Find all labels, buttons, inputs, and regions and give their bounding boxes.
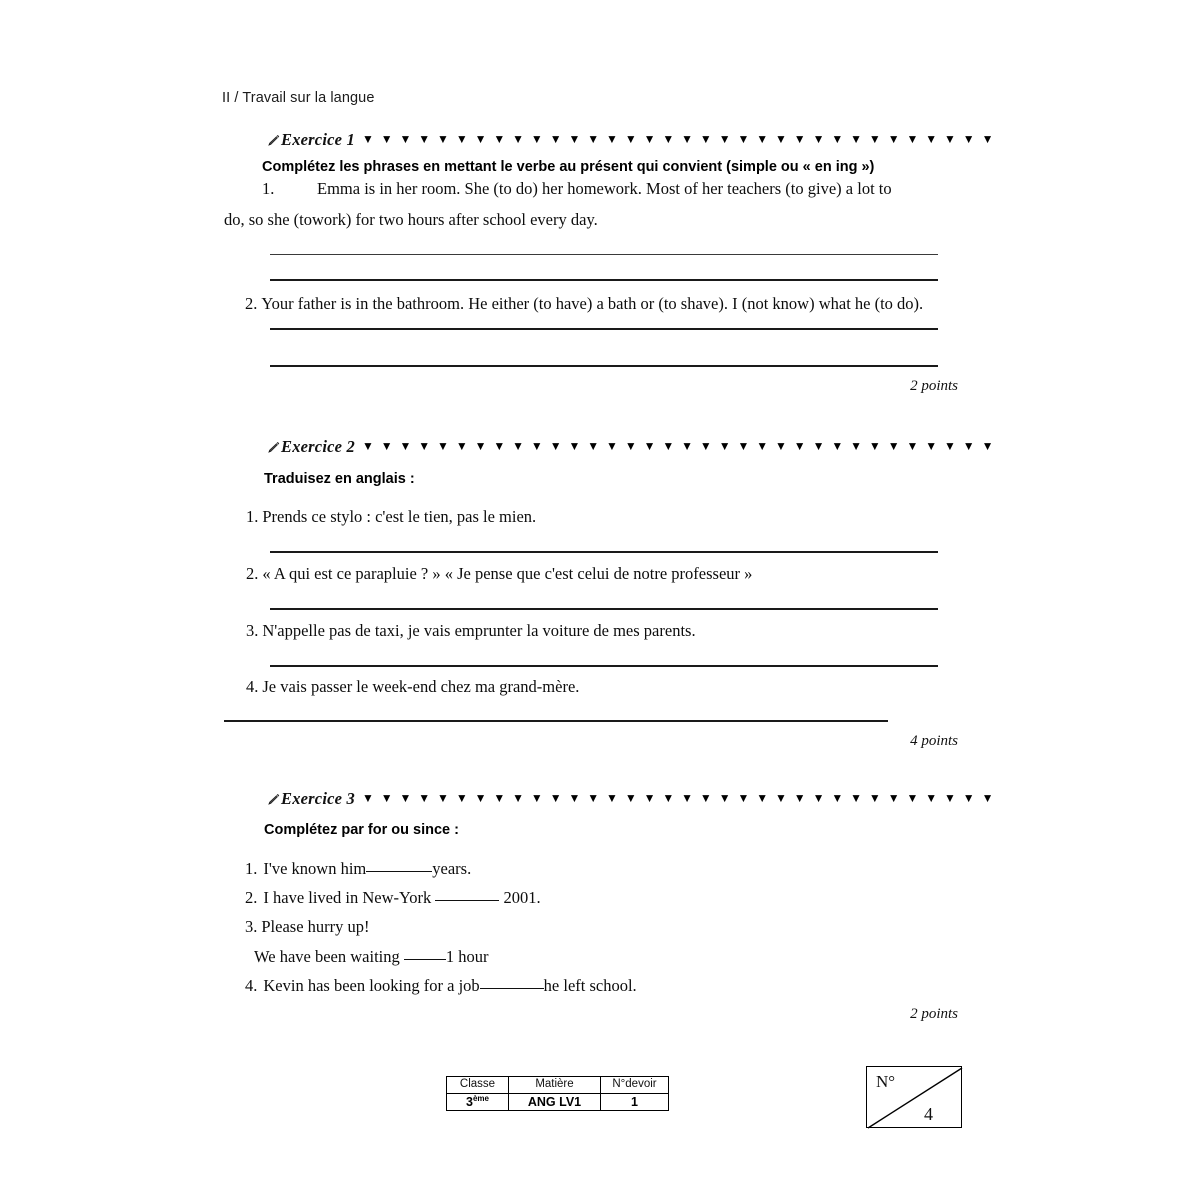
table-header-row [447,1077,669,1094]
answer-line[interactable] [270,608,938,610]
exercise-1-item-1-cont [224,210,598,230]
pencil-icon [266,793,280,807]
item-number: 2. [245,888,258,907]
answer-line[interactable] [224,720,888,722]
pencil-icon [266,134,280,148]
exercise-2-item-1 [246,507,536,527]
item-text: « A qui est ce parapluie ? » « Je pense que c'est celui de notre professeur » [262,564,753,583]
exercise-2-banner [266,437,1000,457]
exercise-1-points: 2 points [910,378,958,394]
item-text: Your father is in the bathroom. He either (to have) a bath or (to shave). I (not know) what he (to do). [261,294,924,313]
item-number: 2. [246,564,259,583]
item-text: Emma is in her room. She (to do) her homework. Most of her teachers (to give) a lot to [317,179,892,198]
triangle-divider: ▼▼▼▼▼▼▼▼▼▼▼▼▼▼▼▼▼▼▼▼▼▼▼▼▼▼▼▼▼▼▼▼▼▼ [361,439,1001,453]
item-number: 1. [245,859,258,878]
pencil-icon [266,441,280,455]
exercise-3-banner [266,789,1000,809]
exercise-3-item-3-cont [254,947,489,967]
exercise-3-item-1 [245,859,471,879]
fill-in-blank[interactable] [435,900,499,901]
page-title: II / Travail sur la langue [222,90,375,106]
answer-line[interactable] [270,665,938,667]
page-number-label: N° [876,1072,896,1091]
answer-line[interactable] [270,328,938,330]
item-number: 1. [262,179,275,198]
item-number: 3. [245,917,258,936]
exercise-1-banner [266,130,1000,150]
exercise-3-item-2 [245,888,541,908]
item-number: 3. [246,621,259,640]
exercise-2-item-3 [246,621,696,641]
item-number: 4. [246,677,259,696]
fill-in-blank[interactable] [480,988,544,989]
item-text: years. [432,859,472,878]
item-text: N'appelle pas de taxi, je vais emprunter la voiture de mes parents. [262,621,696,640]
item-text: We have been waiting [254,947,404,966]
exercise-3-instruction: Complétez par for ou since : [264,822,459,838]
item-text: Kevin has been looking for a job [263,976,480,995]
exercise-1-instruction: Complétez les phrases en mettant le verbe au présent qui convient (simple ou « en ing ») [262,159,875,175]
item-text: I have lived in New-York [263,888,436,907]
answer-line[interactable] [270,279,938,281]
footer-info-table [446,1076,669,1111]
item-text: I've known him [263,859,367,878]
triangle-divider: ▼▼▼▼▼▼▼▼▼▼▼▼▼▼▼▼▼▼▼▼▼▼▼▼▼▼▼▼▼▼▼▼▼▼ [361,791,1001,805]
class-base: 3 [466,1095,473,1110]
exercise-3-item-3 [245,917,370,937]
table-row [447,1094,669,1111]
item-text: 2001. [499,888,541,907]
item-number: 2. [245,294,258,313]
fill-in-blank[interactable] [404,959,446,960]
exercise-2-item-2 [246,564,752,584]
exercise-3-label: Exercice 3 [281,789,355,808]
item-text: 1 hour [445,947,489,966]
value-classe [447,1094,509,1111]
exercise-3-points: 2 points [910,1006,958,1022]
item-text: Please hurry up! [261,917,370,936]
item-number: 1. [246,507,259,526]
item-text: Je vais passer le week-end chez ma grand-mère. [262,677,580,696]
class-suffix: ème [472,1094,489,1104]
exercise-2-label: Exercice 2 [281,437,355,456]
item-number: 4. [245,976,258,995]
exercise-1-item-2 [245,294,923,314]
page-number-box [866,1066,962,1128]
item-text: do, so she (towork) for two hours after school every day. [224,210,598,229]
header-numero-devoir: N°devoir [601,1077,669,1094]
exercise-3-item-4 [245,976,637,996]
page-number-value: 4 [924,1104,933,1124]
exercise-2-item-4 [246,677,579,697]
fill-in-blank[interactable] [366,871,432,872]
value-matiere: ANG LV1 [509,1094,601,1111]
answer-line[interactable] [270,254,938,255]
answer-line[interactable] [270,551,938,553]
answer-line[interactable] [270,365,938,367]
header-matiere: Matière [509,1077,601,1094]
item-text: he left school. [543,976,637,995]
value-numero-devoir: 1 [601,1094,669,1111]
exercise-2-points: 4 points [910,733,958,749]
exercise-1-item-1 [262,179,892,199]
header-classe: Classe [447,1077,509,1094]
exercise-1-label: Exercice 1 [281,130,355,149]
item-text: Prends ce stylo : c'est le tien, pas le mien. [262,507,537,526]
exercise-2-instruction: Traduisez en anglais : [264,471,415,487]
triangle-divider: ▼▼▼▼▼▼▼▼▼▼▼▼▼▼▼▼▼▼▼▼▼▼▼▼▼▼▼▼▼▼▼▼▼▼ [361,132,1001,146]
